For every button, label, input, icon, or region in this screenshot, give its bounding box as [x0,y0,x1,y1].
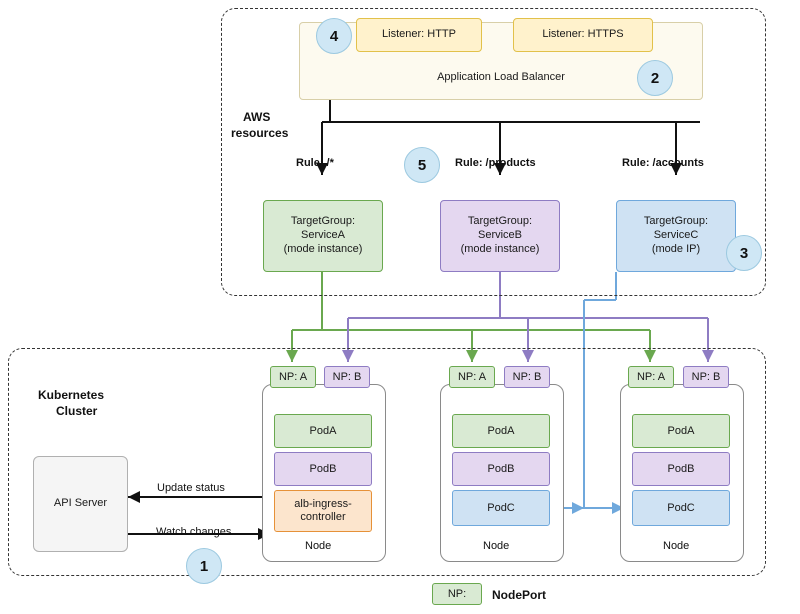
badge-2 [637,60,673,96]
badge-5 [404,147,440,183]
node-2-name: Node [483,540,510,552]
badge-1-number: 1 [199,557,209,575]
legend-nodeport-swatch [432,583,482,605]
tg-b-line1: TargetGroup: [467,215,533,228]
listener-http-label: Listener: HTTP [382,28,456,41]
listener-https[interactable] [513,18,653,52]
target-group-service-c[interactable] [616,200,736,272]
rule-label-1: Rule: /products [455,157,536,169]
node-2-pod-c[interactable] [452,490,550,526]
aws-resources-label-line2: resources [231,126,289,140]
tg-a-line3: (mode instance) [283,242,363,255]
alb-title: Application Load Balancer [437,71,565,84]
node-2-pod-a[interactable] [452,414,550,448]
node-2-pod-b-label: PodB [487,463,515,475]
badge-3-number: 3 [739,244,749,262]
tg-b-line3: (mode instance) [460,242,540,255]
legend-nodeport-key: NP: [447,588,467,600]
node-1-nodeport-a[interactable] [270,366,316,388]
node-2-pod-a-label: PodA [487,425,515,437]
watch-changes-label: Watch changes [156,526,232,538]
node-1-pod-b[interactable] [274,452,372,486]
node-2-nodeport-b[interactable] [504,366,550,388]
node-1-alb-ingress-controller[interactable] [274,490,372,532]
alb-ingress-controller-label-line1: alb-ingress- [294,497,352,510]
node-3-np-a-label: NP: A [636,371,666,383]
node-1-pod-a[interactable] [274,414,372,448]
rule-label-2: Rule: /accounts [622,157,704,169]
node-3-pod-a-label: PodA [667,425,695,437]
node-2-pod-b[interactable] [452,452,550,486]
kubernetes-cluster-label-line1: Kubernetes [38,388,105,402]
node-2-np-a-label: NP: A [457,371,487,383]
badge-3 [726,235,762,271]
tg-a-line1: TargetGroup: [290,215,356,228]
legend-nodeport-value: NodePort [492,588,546,602]
tg-a-line2: ServiceA [300,229,346,242]
api-server[interactable] [33,456,128,552]
node-3-pod-b[interactable] [632,452,730,486]
node-1-pod-a-label: PodA [309,425,337,437]
node-1-np-b-label: NP: B [332,371,362,383]
target-group-service-b[interactable] [440,200,560,272]
target-group-service-a[interactable] [263,200,383,272]
node-1-nodeport-b[interactable] [324,366,370,388]
badge-4 [316,18,352,54]
aws-resources-label-line1: AWS [243,110,271,124]
node-3-name: Node [663,540,690,552]
badge-4-number: 4 [329,27,339,45]
badge-5-number: 5 [417,156,427,174]
update-status-label: Update status [157,482,225,494]
alb-ingress-controller-label-line2: controller [300,511,346,523]
node-2-np-b-label: NP: B [512,371,542,383]
tg-c-line1: TargetGroup: [643,215,709,228]
listener-http[interactable] [356,18,482,52]
node-3-pod-c[interactable] [632,490,730,526]
tg-b-line2: ServiceB [477,229,523,242]
api-server-label: API Server [53,497,108,510]
node-1-pod-b-label: PodB [309,463,337,475]
node-2-nodeport-a[interactable] [449,366,495,388]
tg-c-line2: ServiceC [653,229,699,242]
node-3-pod-c-label: PodC [667,502,695,514]
node-3-nodeport-a[interactable] [628,366,674,388]
node-3-nodeport-b[interactable] [683,366,729,388]
tg-c-line3: (mode IP) [651,242,701,255]
node-3-np-b-label: NP: B [691,371,721,383]
listener-https-label: Listener: HTTPS [542,28,624,41]
node-1-np-a-label: NP: A [278,371,308,383]
kubernetes-cluster-label-line2: Cluster [56,404,98,418]
node-2-pod-c-label: PodC [487,502,515,514]
node-1-name: Node [305,540,332,552]
node-3-pod-a[interactable] [632,414,730,448]
node-3-pod-b-label: PodB [667,463,695,475]
badge-1 [186,548,222,584]
rule-label-0: Rule: /* [296,157,334,169]
badge-2-number: 2 [650,69,660,87]
